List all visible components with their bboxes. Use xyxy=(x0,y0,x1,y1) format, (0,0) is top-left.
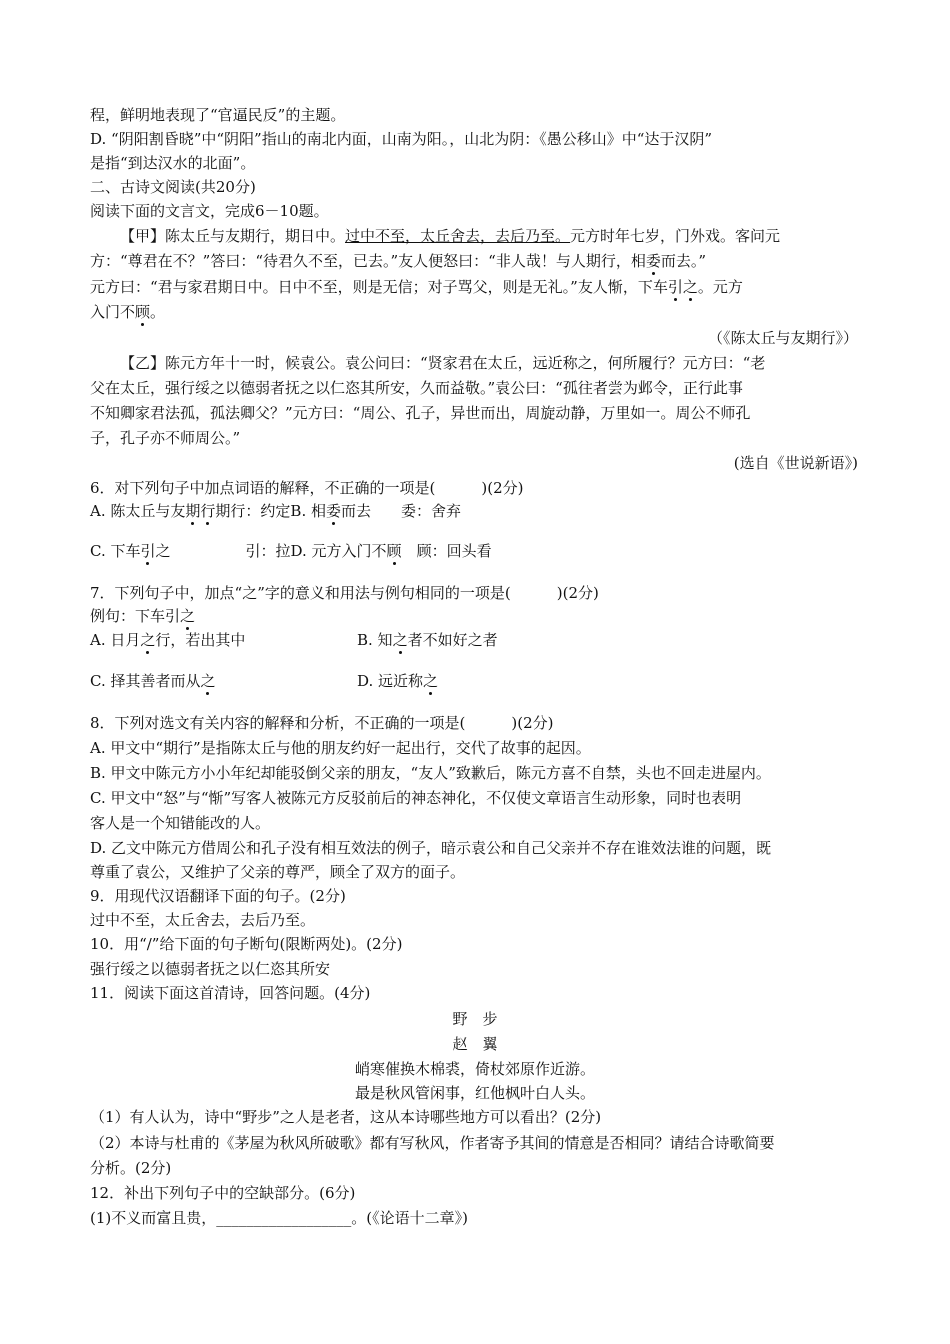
dotted-word: 顾 xyxy=(386,542,402,560)
dotted-word: 委 xyxy=(645,252,661,270)
question-8-option-c: C. 甲文中“怒”与“惭”写客人被陈元方反驳前后的神态神化，不仅使文章语言生动形象，同时也表明 xyxy=(90,789,742,807)
passage-a-source: （《陈太丘与友期行》） xyxy=(707,329,858,347)
poem-author: 赵 翼 xyxy=(452,1035,498,1053)
text-line: D. “阴阳割昏晓”中“阴阳”指山的南北内面，山南为阳。，山北为阴：《愚公移山》中“达于汉阴” xyxy=(90,130,713,148)
question-7-option-a: A. 日月之行，若出其中 xyxy=(90,631,246,649)
question-8-stem: 8．下列对选文有关内容的解释和分析，不正确的一项是( )(2分) xyxy=(90,714,554,732)
question-7-option-d: D. 远近称之 xyxy=(357,672,439,690)
poem-line: 最是秋风管闲事，红他枫叶白人头。 xyxy=(354,1084,595,1102)
question-12-item-1: (1)不义而富且贵，__________________。(《论语十二章》) xyxy=(90,1209,468,1227)
question-8-option-d: D. 乙文中陈元方借周公和孔子没有相互效法的例子，暗示袁公和自己父亲并不存在谁效法谁的问题，既 xyxy=(90,839,772,857)
passage-a-line-1: 【甲】陈太丘与友期行，期日中。过中不至，太丘舍去，去后乃至。元方时年七岁，门外戏。客问元 xyxy=(120,227,781,245)
question-6-options-cd: C. 下车引之 引：拉D. 元方入门不顾 顾：回头看 xyxy=(90,542,492,560)
passage-a-line-3: 元方曰：“君与家君期日中。日中不至，则是无信；对子骂父，则是无礼。”友人惭，下车引之。元方 xyxy=(90,278,743,296)
dotted-word: 之 xyxy=(180,607,196,625)
question-8-option-c-cont: 客人是一个知错能改的人。 xyxy=(90,814,271,832)
passage-b-line-4: 子，孔子亦不师周公。” xyxy=(90,429,241,447)
question-12-stem: 12．补出下列句子中的空缺部分。(6分) xyxy=(90,1184,356,1202)
question-7-stem: 7．下列句子中，加点“之”字的意义和用法与例句相同的一项是( )(2分) xyxy=(90,584,599,602)
dotted-word: 引 xyxy=(667,278,683,296)
text-line: 是指“到达汉水的北面”。 xyxy=(90,154,256,172)
question-6-stem: 6．对下列句子中加点词语的解释，不正确的一项是( )(2分) xyxy=(90,479,524,497)
question-11-sub-2-cont: 分析。(2分) xyxy=(90,1159,172,1177)
underlined-sentence: 过中不至，太丘舍去，去后乃至。 xyxy=(345,227,571,245)
question-6-options-ab: A. 陈太丘与友期行期行：约定B. 相委而去 委：舍弃 xyxy=(90,502,462,520)
dotted-word: 委 xyxy=(325,502,341,520)
passage-a-line-4: 入门不顾。 xyxy=(90,303,166,321)
question-8-option-a: A. 甲文中“期行”是指陈太丘与他的朋友约好一起出行，交代了故事的起因。 xyxy=(90,739,591,757)
dotted-word: 之 xyxy=(140,631,156,649)
instruction-line: 阅读下面的文言文，完成6－10题。 xyxy=(90,202,329,220)
passage-b-source: (选自《世说新语》) xyxy=(733,454,858,472)
passage-b-line-1: 【乙】陈元方年十一时，候袁公。袁公问曰：“贤家君在太丘，远近称之，何所履行？元方曰：“老 xyxy=(120,354,766,372)
question-8-option-b: B. 甲文中陈元方小小年纪却能驳倒父亲的朋友，“友人”致歉后，陈元方喜不自禁，头也不回走进屋内。 xyxy=(90,764,771,782)
question-10-sentence: 强行绥之以德弱者抚之以仁恣其所安 xyxy=(90,960,331,978)
question-11-sub-2: （2）本诗与杜甫的《茅屋为秋风所破歌》都有写秋风，作者寄予其间的情意是否相同？请结合诗歌简要 xyxy=(90,1134,775,1152)
dotted-word: 之 xyxy=(682,278,698,296)
question-7-option-b: B. 知之者不如好之者 xyxy=(357,631,498,649)
question-9-sentence: 过中不至，太丘舍去，去后乃至。 xyxy=(90,911,316,929)
question-9-stem: 9．用现代汉语翻译下面的句子。(2分) xyxy=(90,887,346,905)
dotted-word: 行 xyxy=(200,502,216,520)
dotted-word: 之 xyxy=(423,672,439,690)
dotted-word: 之 xyxy=(200,672,216,690)
question-8-option-d-cont: 尊重了袁公，又维护了父亲的尊严，顾全了双方的面子。 xyxy=(90,863,466,881)
dotted-word: 之 xyxy=(392,631,408,649)
passage-b-line-3: 不知卿家君法孤，孤法卿父？”元方曰：“周公、孔子，异世而出，周旋动静，万里如一。周公不师孔 xyxy=(90,404,751,422)
dotted-word: 顾 xyxy=(135,303,151,321)
question-11-sub-1: （1）有人认为，诗中“野步”之人是老者，这从本诗哪些地方可以看出？(2分) xyxy=(90,1108,602,1126)
dotted-word: 引 xyxy=(140,542,156,560)
passage-a-line-2: 方：“尊君在不？”答曰：“待君久不至，已去。”友人便怒曰：“非人哉！与人期行，相委而去。” xyxy=(90,252,707,270)
question-10-stem: 10．用“/”给下面的句子断句(限断两处)。(2分) xyxy=(90,935,403,953)
question-11-stem: 11．阅读下面这首清诗，回答问题。(4分) xyxy=(90,984,371,1002)
question-7-example: 例句：下车引之 xyxy=(90,607,196,625)
section-heading: 二、古诗文阅读(共20分) xyxy=(90,178,256,196)
fill-in-blank[interactable]: __________________ xyxy=(216,1209,352,1227)
text-line: 程，鲜明地表现了“官逼民反”的主题。 xyxy=(90,106,346,124)
poem-line: 峭寒催换木棉裘，倚杖郊原作近游。 xyxy=(354,1060,595,1078)
question-7-option-c: C. 择其善者而从之 xyxy=(90,672,216,690)
poem-title: 野 步 xyxy=(452,1010,498,1028)
passage-b-line-2: 父在太丘，强行绥之以德弱者抚之以仁恣其所安，久而益敬。”袁公曰：“孤往者尝为邺令，正行此事 xyxy=(90,379,743,397)
dotted-word: 期 xyxy=(185,502,201,520)
